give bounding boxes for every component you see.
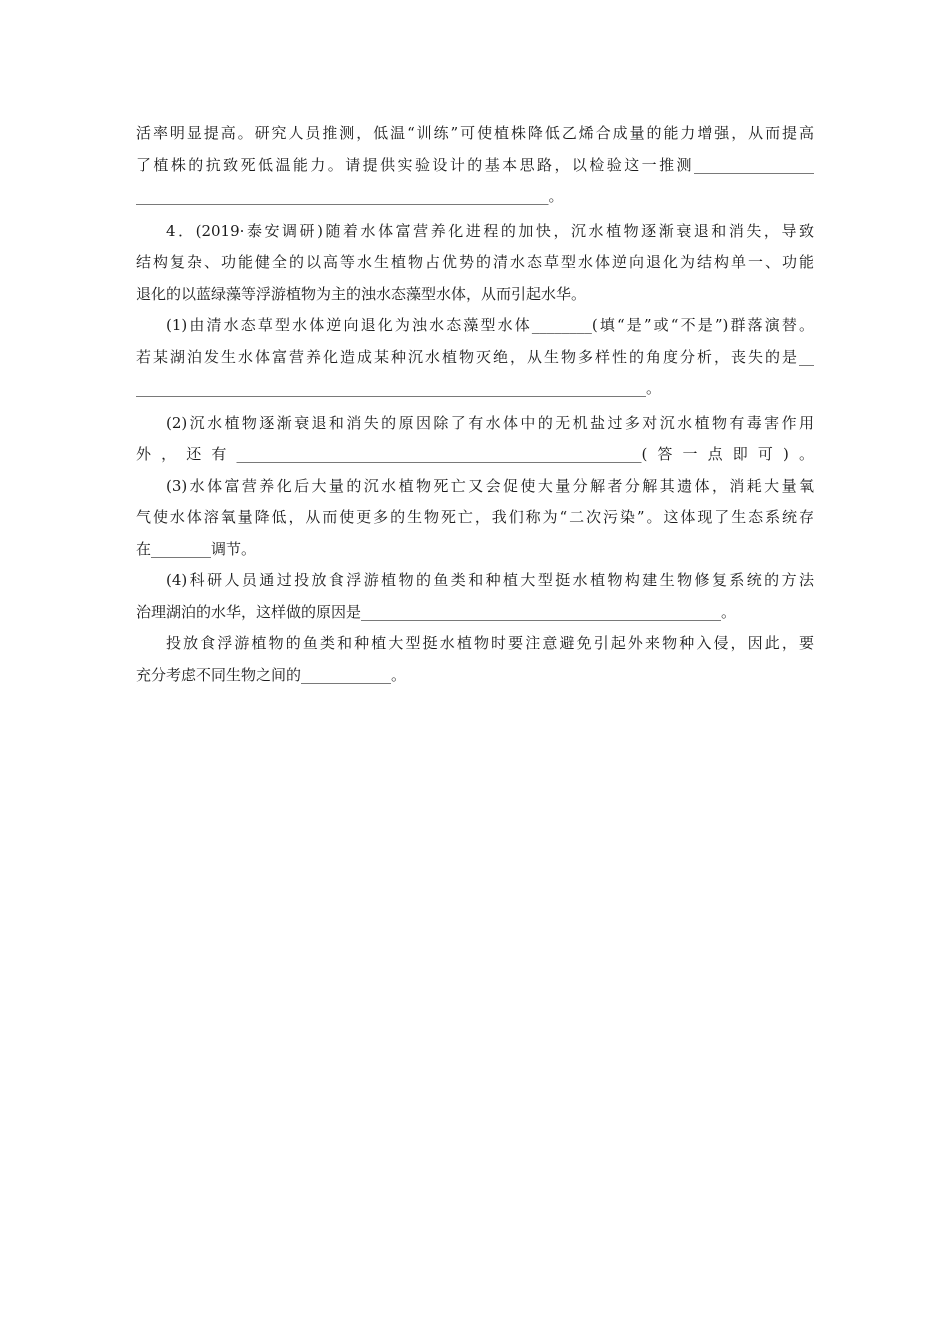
text-line: 治理湖泊的水华，这样做的原因是________________________________________________。 [136,602,737,621]
text-line: 结构复杂、功能健全的以高等水生植物占优势的清水态草型水体逆向退化为结构单一、功能 [136,253,814,271]
text-line: 外，还有______________________________________________________(答一点即可)。 [136,445,814,463]
text-line: 活率明显提高。研究人员推测，低温“训练”可使植株降低乙烯合成量的能力增强，从而提高 [136,124,814,142]
text-line: 在________调节。 [136,539,257,558]
answer-blank-line: ____________________________________________________________________。 [136,379,662,397]
text-line: 若某湖泊发生水体富营养化造成某种沉水植物灭绝，从生物多样性的角度分析，丧失的是__ [136,347,814,366]
text-line: 气使水体溶氧量降低，从而使更多的生物死亡，我们称为“二次污染”。这体现了生态系统存 [136,508,814,526]
text-line: 退化的以蓝绿藻等浮游植物为主的浊水态藻型水体，从而引起水华。 [136,284,587,303]
document-page [136,118,814,691]
text-line: 了植株的抗致死低温能力。请提供实验设计的基本思路，以检验这一推测________________ [136,155,814,174]
question-4-1: (1)由清水态草型水体逆向退化为浊水态藻型水体________(填“是”或“不是”)群落演替。 [166,316,814,334]
question-4-3: (3)水体富营养化后大量的沉水植物死亡又会促使大量分解者分解其遗体，消耗大量氧 [166,476,814,495]
question-4-4-followup: 投放食浮游植物的鱼类和种植大型挺水植物时要注意避免引起外来物种入侵，因此，要 [166,634,814,652]
question-4-2: (2)沉水植物逐渐衰退和消失的原因除了有水体中的无机盐过多对沉水植物有毒害作用 [166,413,814,432]
answer-blank-line: _______________________________________________________。 [136,187,564,205]
text-line: 充分考虑不同生物之间的____________。 [136,665,407,684]
question-4-stem: 4．(2019·泰安调研)随着水体富营养化进程的加快，沉水植物逐渐衰退和消失，导致 [166,221,814,240]
question-4-4: (4)科研人员通过投放食浮游植物的鱼类和种植大型挺水植物构建生物修复系统的方法 [166,571,814,589]
